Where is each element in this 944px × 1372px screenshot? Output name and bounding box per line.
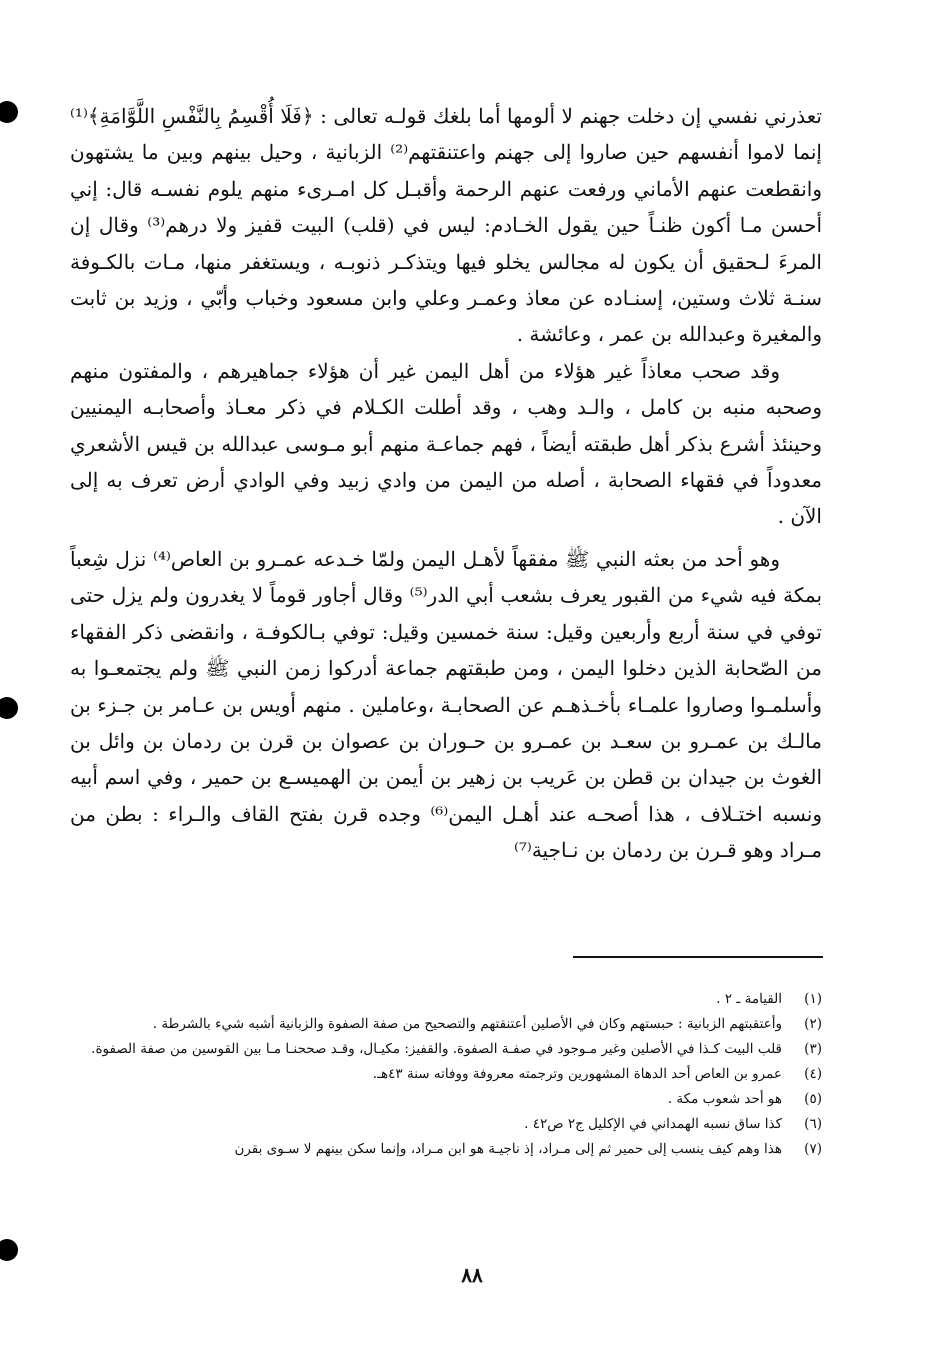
footnote-text: هذا وهم كيف ينسب إلى حمير ثم إلى مـراد، إذ ناجيـة هو ابن مـراد، وإنما سكن بينهم لا سـوى بقرن	[234, 1141, 782, 1157]
footnote-item	[70, 1013, 822, 1036]
body-paragraph-1: تعذرني نفسي إن دخلت جهنم لا ألومها أما بلغك قولـه تعالى : ﴿فَلَا أُقْسِمُ بِالنَّفْسِ اللَّوَّامَةِ﴾⁽¹⁾ إنما لاموا أنفسهم حين صاروا إلى جهنم واعتنقتهم⁽²⁾ الزبانية ، وحيل بينهم وبين ما يشتهون وانقطعت عنهم الأماني ورفعت عنهم الرحمة وأقبـل كل امـرىء منهم يلوم نفسـه قال: إني أحسن مـا أكون ظنـاً حين يقول الخـادم: ليس في (قلب) البيت قفيز ولا درهم⁽³⁾ وقال إن المرءَ لـحقيق أن يكون له مجالس يخلو فيها ويتذكـر ذنوبـه ، ويستغفر منها، مـات بالكـوفة سنـة ثلاث وستين، إسنـاده عن معاذ وعمـر وعلي وابن مسعود وخباب وأبّي ، وزيد بن ثابت والمغيرة وعبدالله بن عمر ، وعائشة .	[70, 104, 823, 347]
page-number: ٨٨	[461, 1263, 483, 1287]
footnote-number: (٧)	[804, 1141, 822, 1157]
footnote-item	[70, 1063, 822, 1086]
footnote-text: كذا ساق نسبه الهمداني في الإكليل ج٢ ص٤٢ .	[524, 1116, 782, 1132]
footnote-number: (٦)	[804, 1116, 822, 1132]
footnote-item	[70, 1088, 822, 1111]
footnote-text: وأعتقبتهم الزبانية : حبستهم وكان في الأصلين أعتنقتهم والتصحيح من صفة الصفوة والزبانية أشبه شيء بالشرطة .	[152, 1016, 782, 1032]
body-paragraph-2: وقد صحب معاذاً غير هؤلاء من أهل اليمن غير أن هؤلاء جماهيرهم ، والمفتون منهم وصحبه منبه بن كامل ، والـد وهب ، وقد أطلت الكـلام في ذكر معـاذ وأصحابـه اليمنيين وحينئذ أشرع بذكر أهل طبقته أيضاً ، فهم جماعـة منهم أبو مـوسى عبدالله بن قيس الأشعري معدوداً في فقهاء الصحابة ، أصله من اليمن من وادي زبيد وفي الوادي أرض تعرف به إلى الآن .	[70, 358, 822, 529]
binder-hole	[0, 101, 18, 123]
main-text	[70, 98, 822, 869]
footnote-number: (٢)	[804, 1016, 822, 1032]
footnote-number: (١)	[804, 991, 822, 1007]
footnote-separator	[573, 956, 823, 958]
footnote-item	[70, 1113, 822, 1136]
binder-hole	[0, 697, 18, 719]
footnote-item	[70, 1038, 822, 1061]
footnote-number: (٣)	[804, 1041, 822, 1057]
footnote-text: قلب البيت كـذا في الأصلين وغير مـوجود في صفـة الصفوة. والقفيز: مكيـال، وقـد صححنـا مـا بين القوسين من صفة الصفوة.	[91, 1041, 782, 1057]
footnotes	[70, 988, 822, 1163]
body-paragraph-3: وهو أحد من بعثه النبي ﷺ مفقهاً لأهـل اليمن ولمّا خـدعه عمـرو بن العاص⁽⁴⁾ نزل شِعباً بمكة فيه شيء من القبور يعرف بشعب أبي الدر⁽⁵⁾ وقال أجاور قوماً لا يغدرون ولم يزل حتى توفي في سنة أربع وأربعين وقيل: سنة خمسين وقيل: توفي بـالكوفـة ، وانقضى ذكر الفقهاء من الصّحابة الذين دخلوا اليمن ، ومن طبقتهم جماعة أدركوا زمن النبي ﷺ ولم يجتمعـوا به وأسلمـوا وصاروا علمـاء بأخـذهـم عن الصحابـة ،وعاملين . منهم أويس بن عـامر بن جـزء بن مالـك بن عمـرو بن سعـد بن عمـرو بن حـوران بن عصوان بن قرن بن ردمان بن وائل بن الغوث بن جيدان بن قطن بن عَريب بن زهير بن أيمن بن الهميسـع بن حمير ، وفي اسم أبيه ونسبه اختـلاف ، هذا أصحـه عند أهـل اليمن⁽⁶⁾ وجده قرن بفتح القاف والـراء : بطن من مـراد وهو قـرن بن ردمان بن نـاجية⁽⁷⁾	[70, 546, 823, 863]
footnote-item	[70, 1138, 822, 1161]
footnote-number: (٥)	[804, 1091, 822, 1107]
binder-hole	[0, 1239, 18, 1261]
footnote-number: (٤)	[804, 1066, 822, 1082]
footnote-item	[70, 988, 822, 1011]
footnote-text: هو أحد شعوب مكة .	[667, 1091, 782, 1107]
footnote-text: عمرو بن العاص أحد الدهاة المشهورين وترجمته معروفة ووفاته سنة ٤٣هـ.	[372, 1066, 782, 1082]
footnote-text: القيامة ـ ٢ .	[716, 991, 782, 1007]
